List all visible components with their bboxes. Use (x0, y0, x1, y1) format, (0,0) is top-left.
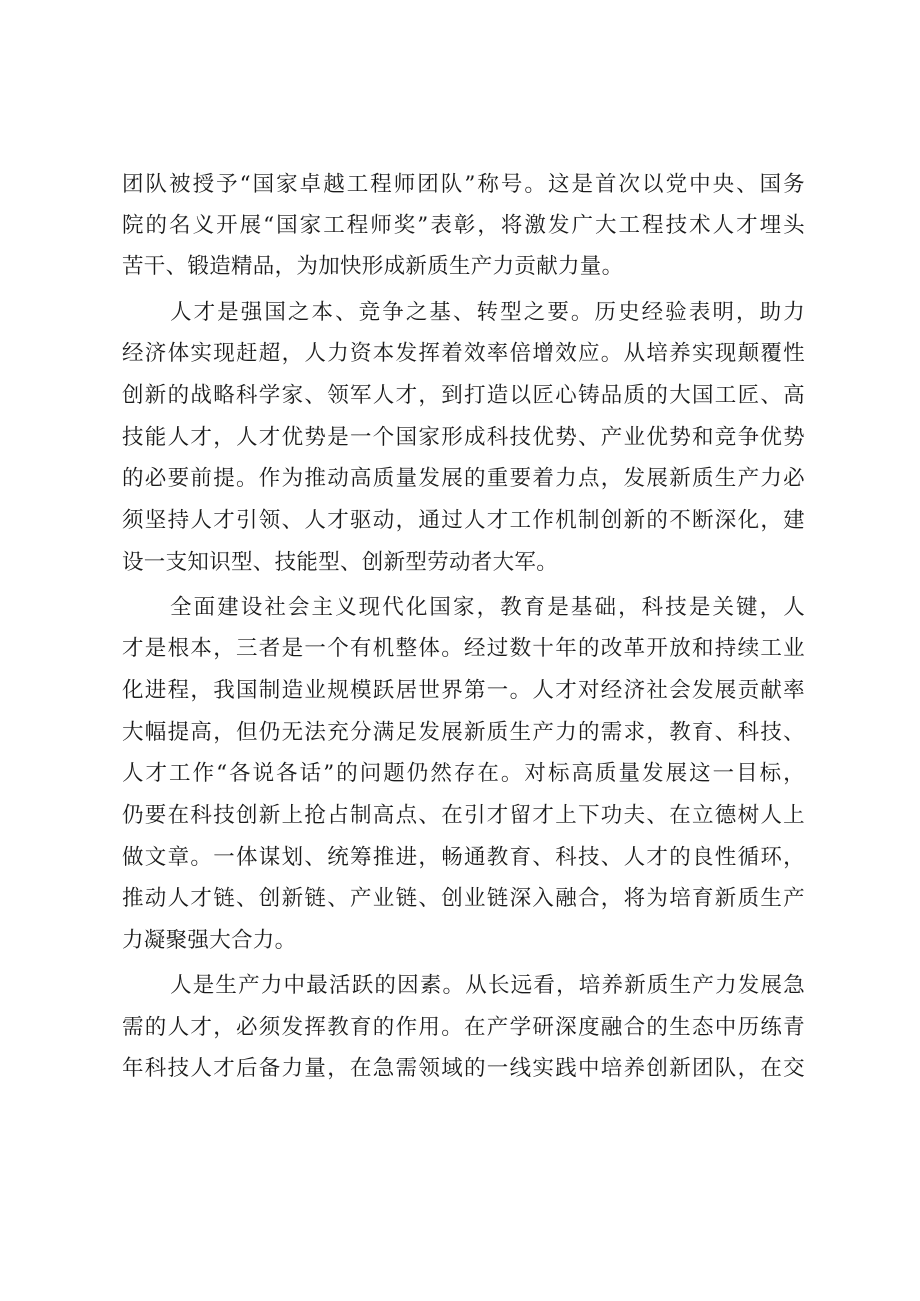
paragraph-4-line-2: 需的人才，必须发挥教育的作用。在产学研深度融合的生态中历练青 (122, 1015, 805, 1040)
paragraph-2-line-7: 设一支知识型、技能型、创新型劳动者大军。 (122, 550, 559, 575)
paragraph-1-line-2: 院的名义开展“国家工程师奖”表彰，将激发广大工程技术人才埋头 (122, 213, 805, 238)
paragraph-3-line-8: 推动人才链、创新链、产业链、创业链深入融合，将为培育新质生产 (122, 886, 805, 911)
paragraph-3-line-3: 化进程，我国制造业规模跃居世界第一。人才对经济社会发展贡献率 (122, 678, 805, 703)
paragraph-2-line-6: 须坚持人才引领、人才驱动，通过人才工作机制创新的不断深化，建 (122, 508, 805, 533)
paragraph-2-line-5: 的必要前提。作为推动高质量发展的重要着力点，发展新质生产力必 (122, 466, 805, 491)
paragraph-3-line-1: 全面建设社会主义现代化国家，教育是基础，科技是关键，人 (170, 595, 805, 620)
paragraph-2-line-4: 技能人才，人才优势是一个国家形成科技优势、产业优势和竞争优势 (122, 425, 805, 450)
paragraph-1-line-3: 苦干、锻造精品，为加快形成新质生产力贡献力量。 (122, 254, 624, 279)
paragraph-4-line-3: 年科技人才后备力量，在急需领域的一线实践中培养创新团队，在交 (122, 1056, 805, 1081)
paragraph-3-line-7: 做文章。一体谋划、统筹推进，畅通教育、科技、人才的良性循环， (122, 845, 805, 870)
paragraph-3-line-9: 力凝聚强大合力。 (122, 928, 297, 953)
paragraph-1-line-1: 团队被授予“国家卓越工程师团队”称号。这是首次以党中央、国务 (122, 172, 805, 197)
paragraph-2-line-3: 创新的战略科学家、领军人才，到打造以匠心铸品质的大国工匠、高 (122, 383, 805, 408)
paragraph-2-line-1: 人才是强国之本、竞争之基、转型之要。历史经验表明，助力 (170, 300, 805, 325)
paragraph-3-line-2: 才是根本，三者是一个有机整体。经过数十年的改革开放和持续工业 (122, 636, 805, 661)
paragraph-3-line-6: 仍要在科技创新上抢占制高点、在引才留才上下功夫、在立德树人上 (122, 803, 805, 828)
paragraph-4-line-1: 人是生产力中最活跃的因素。从长远看，培养新质生产力发展急 (170, 973, 805, 998)
paragraph-3-line-4: 大幅提高，但仍无法充分满足发展新质生产力的需求，教育、科技、 (122, 720, 805, 745)
paragraph-2-line-2: 经济体实现赶超，人力资本发挥着效率倍增效应。从培养实现颠覆性 (122, 341, 805, 366)
paragraph-3-line-5: 人才工作“各说各话”的问题仍然存在。对标高质量发展这一目标， (122, 761, 805, 786)
